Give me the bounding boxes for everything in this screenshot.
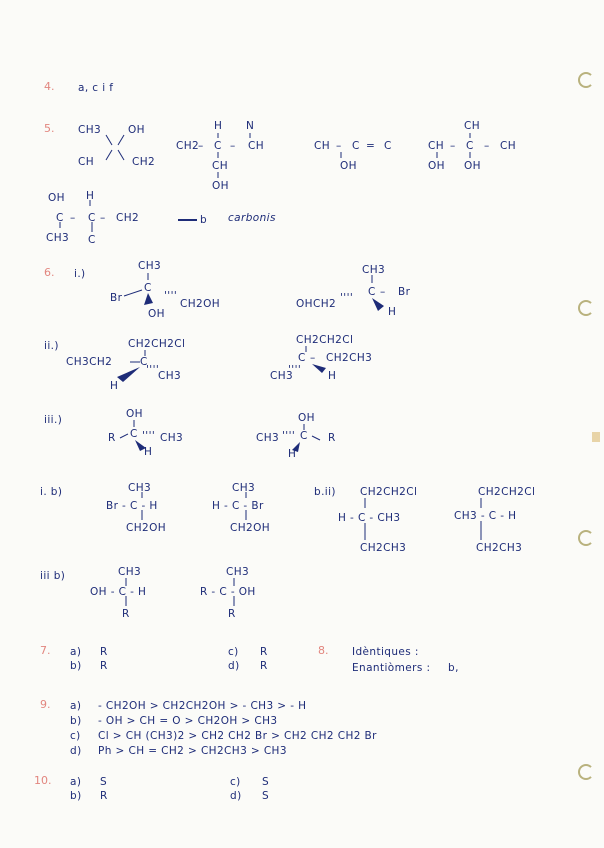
q7-b-value: R <box>100 660 108 672</box>
q10-c: c) <box>230 776 241 788</box>
fischer-ib-label: i. b) <box>40 486 63 498</box>
q7-d: d) <box>228 660 240 672</box>
q10-a-value: S <box>100 776 108 788</box>
q5-m5-top1: OH <box>48 192 65 204</box>
q5-m5-bot2: C <box>88 234 96 246</box>
bond-dash: – <box>198 140 204 152</box>
q6-i-label: i.) <box>74 268 86 280</box>
q6-i-b-right: Br <box>398 286 411 298</box>
page-tab-mark <box>592 432 600 442</box>
q5-m1-l1: CH3 <box>78 124 102 136</box>
q8-identic-label: Idèntiques : <box>352 646 419 658</box>
q6-i-b-top: CH3 <box>362 264 386 276</box>
bond-dash: – <box>230 140 236 152</box>
q5-number: 5. <box>44 122 55 135</box>
q6-iii-a-top: OH <box>126 408 143 420</box>
q6-ii-label: ii.) <box>44 340 59 352</box>
q6-ii-b-right: CH2CH3 <box>326 352 373 364</box>
binder-hole-icon <box>578 72 594 88</box>
q9-c: c) <box>70 730 81 742</box>
hash-bond: '''' <box>282 430 296 442</box>
q6-i-a-top: CH3 <box>138 260 162 272</box>
q6-iii-a-right: CH3 <box>160 432 184 444</box>
q7-number: 7. <box>40 644 51 657</box>
q5-m1-l3: CH <box>78 156 95 168</box>
fischer-iib-b-row: CH3 - C - H <box>454 510 517 522</box>
fischer-iib-a-bot: CH2CH3 <box>360 542 407 554</box>
fischer-ib-b-row: H - C - Br <box>212 500 264 512</box>
fischer-iiib-b-row: R - C - OH <box>200 586 256 598</box>
q9-b-value: - OH > CH = O > CH2OH > CH3 <box>98 715 278 727</box>
q5-m5-top2: H <box>86 190 95 202</box>
q6-ii-b-c: C <box>298 352 306 364</box>
q4-number: 4. <box>44 80 55 93</box>
q10-b: b) <box>70 790 82 802</box>
q8-enant-label: Enantiòmers : <box>352 662 431 674</box>
q6-i-a-bot: OH <box>148 308 165 320</box>
q6-ii-a-bot: H <box>110 380 119 392</box>
fischer-iiib-b-bot: R <box>228 608 236 620</box>
q6-ii-b-left: CH3 <box>270 370 294 382</box>
q6-iii-b-left: CH3 <box>256 432 280 444</box>
q6-ii-a-right: CH3 <box>158 370 182 382</box>
q5-m4-bot1: OH <box>428 160 445 172</box>
q5-m5-bot1: CH3 <box>46 232 70 244</box>
q6-iii-b-c: C <box>300 430 308 442</box>
q5-m3-bot: OH <box>340 160 357 172</box>
fischer-iib-b-top: CH2CH2Cl <box>478 486 536 498</box>
q5-m2-left: CH2 <box>176 140 200 152</box>
q6-number: 6. <box>44 266 55 279</box>
q5-m5-left: C <box>56 212 64 224</box>
q9-d: d) <box>70 745 82 757</box>
q9-c-value: Cl > CH (CH3)2 > CH2 CH2 Br > CH2 CH2 CH2 Br <box>98 730 377 742</box>
q10-b-value: R <box>100 790 108 802</box>
q9-d-value: Ph > CH = CH2 > CH2CH3 > CH3 <box>98 745 287 757</box>
q6-iii-b-top: OH <box>298 412 315 424</box>
q5-m4-top: CH <box>464 120 481 132</box>
fischer-iib-b-bot: CH2CH3 <box>476 542 523 554</box>
q4-answer: a, c i f <box>78 82 114 94</box>
q7-a: a) <box>70 646 82 658</box>
bond-dash: – <box>380 286 386 298</box>
q5-m2-right: CH <box>248 140 265 152</box>
fischer-iiib-a-row: OH - C - H <box>90 586 147 598</box>
arrow-label: b <box>200 214 208 226</box>
fischer-ib-a-row: Br - C - H <box>106 500 158 512</box>
q10-d-value: S <box>262 790 270 802</box>
q10-a: a) <box>70 776 82 788</box>
q5-m2-mid: C <box>214 140 222 152</box>
q6-ii-a-top: CH2CH2Cl <box>128 338 186 350</box>
fischer-iiib-b-top: CH3 <box>226 566 250 578</box>
q5-m5-mid: C <box>88 212 96 224</box>
q7-a-value: R <box>100 646 108 658</box>
fischer-iiib-a-top: CH3 <box>118 566 142 578</box>
fischer-iiib-a-bot: R <box>122 608 130 620</box>
q5-m4-left: CH <box>428 140 445 152</box>
bond-dash: – <box>336 140 342 152</box>
fischer-ib-a-bot: CH2OH <box>126 522 167 534</box>
hash-bond: '''' <box>340 292 354 304</box>
binder-hole-icon <box>578 530 594 546</box>
q5-m1-l2: OH <box>128 124 145 136</box>
q6-i-b-bot: H <box>388 306 397 318</box>
q6-i-a-right: CH2OH <box>180 298 221 310</box>
q6-iii-a-c: C <box>130 428 138 440</box>
binder-hole-icon <box>578 764 594 780</box>
q5-result: carbonis <box>228 212 276 224</box>
fischer-ib-b-bot: CH2OH <box>230 522 271 534</box>
q10-number: 10. <box>34 774 52 787</box>
q6-i-b-c: C <box>368 286 376 298</box>
hash-bond: '''' <box>146 364 160 376</box>
bond-double: = <box>366 140 376 152</box>
q6-iii-a-left: R <box>108 432 116 444</box>
bond-dash: – <box>310 352 316 364</box>
q9-a-value: - CH2OH > CH2CH2OH > - CH3 > - H <box>98 700 307 712</box>
q5-m4-right: CH <box>500 140 517 152</box>
q7-c-value: R <box>260 646 268 658</box>
q6-ii-b-bot: H <box>328 370 337 382</box>
q6-iii-label: iii.) <box>44 414 63 426</box>
q8-number: 8. <box>318 644 329 657</box>
q7-c: c) <box>228 646 239 658</box>
q9-b: b) <box>70 715 82 727</box>
bond-dash: – <box>450 140 456 152</box>
q5-m2-bot1: CH <box>212 160 229 172</box>
q6-iii-a-bot: H <box>144 446 153 458</box>
bond-dash: – <box>484 140 490 152</box>
q5-m4-bot2: OH <box>464 160 481 172</box>
hash-bond: '''' <box>142 430 156 442</box>
fischer-ib-a-top: CH3 <box>128 482 152 494</box>
hash-bond: '''' <box>288 364 302 376</box>
q8-enant-value: b, <box>448 662 459 674</box>
fischer-iiib-label: iii b) <box>40 570 66 582</box>
q7-d-value: R <box>260 660 268 672</box>
q5-m2-top2: N <box>246 120 255 132</box>
fischer-iib-a-row: H - C - CH3 <box>338 512 401 524</box>
q5-m1-l4: CH2 <box>132 156 156 168</box>
hash-bond: '''' <box>164 290 178 302</box>
q9-a: a) <box>70 700 82 712</box>
q10-d: d) <box>230 790 242 802</box>
q5-m4-mid: C <box>466 140 474 152</box>
fischer-iib-a-top: CH2CH2Cl <box>360 486 418 498</box>
q6-i-b-left: OHCH2 <box>296 298 337 310</box>
fischer-ib-b-top: CH3 <box>232 482 256 494</box>
q7-b: b) <box>70 660 82 672</box>
q6-iii-b-bot: H <box>288 448 297 460</box>
fischer-iib-label: b.ii) <box>314 486 336 498</box>
q5-m2-top1: H <box>214 120 223 132</box>
bond-dash: – <box>70 212 76 224</box>
q6-ii-b-top: CH2CH2Cl <box>296 334 354 346</box>
q6-ii-a-c: C <box>140 356 148 368</box>
binder-hole-icon <box>578 300 594 316</box>
q9-number: 9. <box>40 698 51 711</box>
bond-dash: – <box>100 212 106 224</box>
q6-ii-a-left: CH3CH2 <box>66 356 113 368</box>
q5-m3-right: C <box>384 140 392 152</box>
q5-m3-left: CH <box>314 140 331 152</box>
q5-m3-mid: C <box>352 140 360 152</box>
q6-i-a-c: C <box>144 282 152 294</box>
q6-i-a-left: Br <box>110 292 123 304</box>
q6-iii-b-right: R <box>328 432 336 444</box>
q10-c-value: S <box>262 776 270 788</box>
q5-m2-bot2: OH <box>212 180 229 192</box>
q5-m5-right: CH2 <box>116 212 140 224</box>
